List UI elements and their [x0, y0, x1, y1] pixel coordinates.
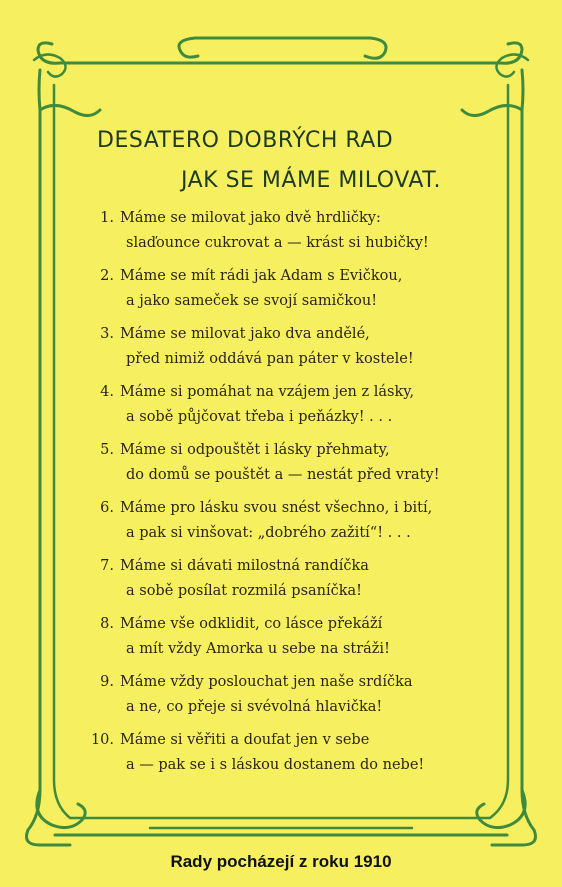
- title-line-1: DESATERO DOBRÝCH RAD: [97, 128, 394, 153]
- rule-number: 8.: [100, 616, 114, 632]
- rule-number: 1.: [100, 210, 114, 226]
- rule-number: 10.: [90, 732, 114, 748]
- title-line-2: JAK SE MÁME MILOVAT.: [181, 168, 442, 193]
- rule-number: 5.: [100, 442, 114, 458]
- top-ornament: [38, 38, 522, 116]
- rule-line: a jako sameček se svojí samičkou!: [126, 293, 378, 309]
- caption: Rady pocházejí z roku 1910: [170, 852, 392, 871]
- rule-line: a sobě půjčovat třeba i peňázky! . . .: [126, 409, 393, 425]
- rule-line: Máme se mít rádi jak Adam s Evičkou,: [120, 268, 403, 284]
- rule-line: Máme si věřiti a doufat jen v sebe: [120, 732, 370, 748]
- rule-item: [78, 437, 478, 497]
- rule-line: a pak si vinšovat: „dobrého zažití“! . . .: [126, 525, 411, 541]
- rule-line: Máme si pomáhat na vzájem jen z lásky,: [120, 384, 415, 400]
- rule-item: [78, 669, 478, 729]
- rule-line: a ne, co přeje si svévolná hlavička!: [126, 699, 383, 715]
- rule-number: 6.: [100, 500, 114, 516]
- rule-line: slaďounce cukrovat a — krást si hubičky!: [126, 235, 429, 251]
- rule-line: do domů se pouštět a — nestát před vraty!: [126, 467, 440, 483]
- rule-item: [78, 263, 478, 323]
- rule-item: [78, 611, 478, 671]
- rule-number: 4.: [100, 384, 114, 400]
- rule-number: 7.: [100, 558, 114, 574]
- rule-item: [78, 379, 478, 439]
- rule-item: [78, 553, 478, 613]
- rule-line: Máme vždy poslouchat jen naše srdíčka: [120, 674, 413, 690]
- rule-line: Máme si dávati milostná randíčka: [120, 558, 369, 574]
- rule-line: Máme se milovat jako dvě hrdličky:: [120, 210, 381, 226]
- rule-item: [78, 205, 478, 265]
- rule-number: 2.: [100, 268, 114, 284]
- rule-line: a mít vždy Amorka u sebe na stráži!: [126, 641, 390, 657]
- rule-line: Máme pro lásku svou snést všechno, i bití,: [120, 500, 433, 516]
- rule-line: před nimiž oddává pan páter v kostele!: [126, 351, 414, 367]
- rule-item: [78, 727, 478, 787]
- rule-number: 3.: [100, 326, 114, 342]
- rule-line: a sobě posílat rozmilá psaníčka!: [126, 583, 363, 599]
- rule-line: a — pak se i s láskou dostanem do nebe!: [126, 757, 425, 773]
- rule-number: 9.: [100, 674, 114, 690]
- rule-item: [78, 321, 478, 381]
- rule-line: Máme se milovat jako dva andělé,: [120, 326, 370, 342]
- rule-line: Máme vše odklidit, co lásce překáží: [120, 616, 383, 632]
- rule-line: Máme si odpouštět i lásky přehmaty,: [120, 442, 390, 458]
- rule-item: [78, 495, 478, 555]
